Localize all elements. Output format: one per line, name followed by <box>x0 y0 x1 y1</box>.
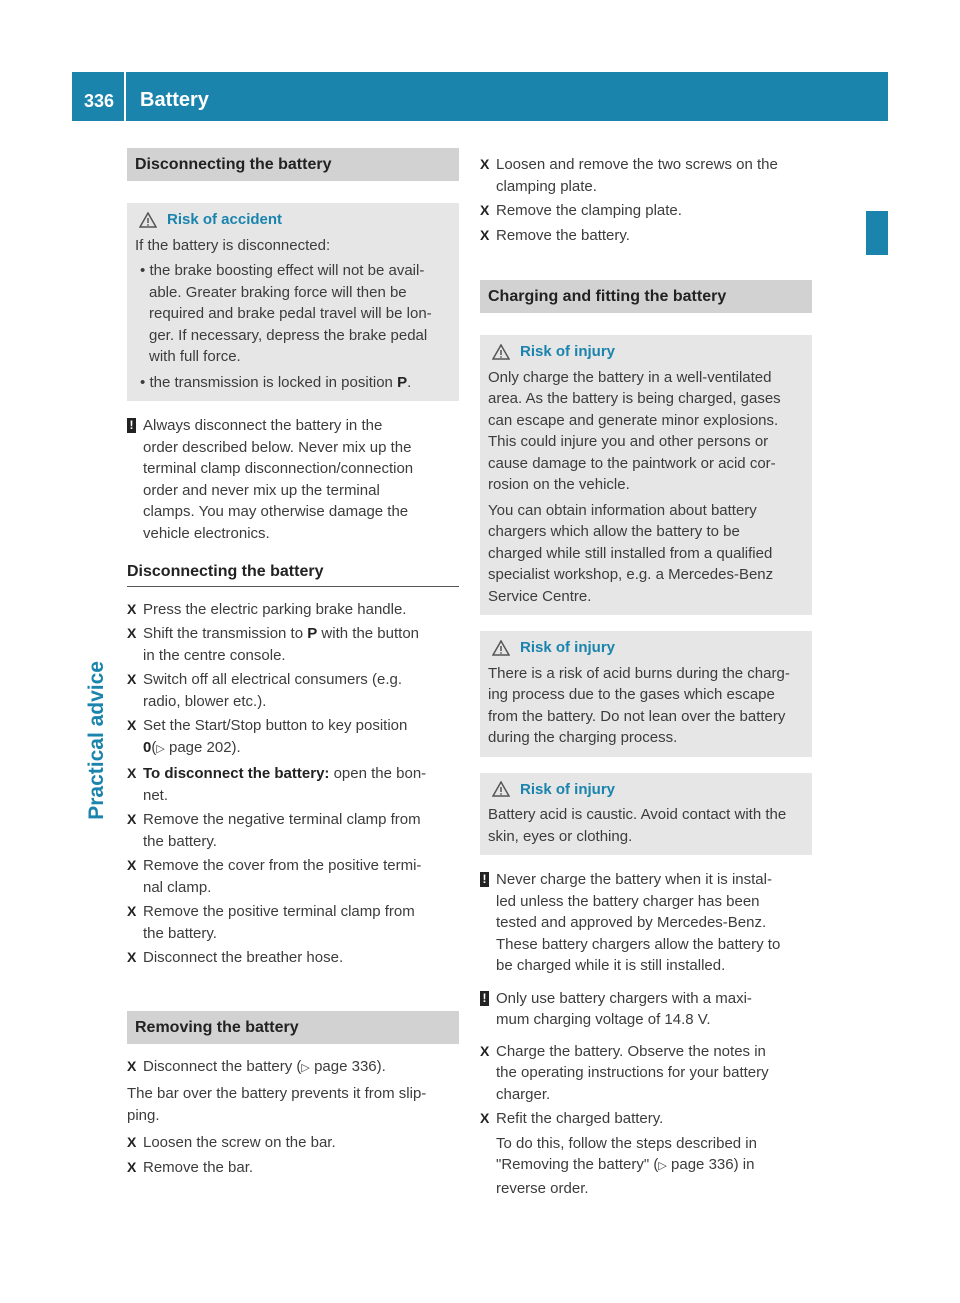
page-reference-link[interactable]: page 336) in <box>671 1156 755 1173</box>
warning-triangle-icon <box>492 640 510 656</box>
left-column <box>127 148 459 1181</box>
warning-box <box>480 335 812 615</box>
warning-bullet: • the brake boosting effect will not be avail- able. Greater braking force will then be required and brake pedal travel will be lon- ger. If necessary, depress the brake pedal with full force. <box>140 262 432 365</box>
section-heading: Charging and fitting the battery <box>480 280 812 313</box>
step-item: X Disconnect the battery (▷ page 336). <box>127 1057 386 1075</box>
page-number: 336 <box>84 91 115 111</box>
step-list <box>480 154 812 246</box>
warning-triangle-icon <box>139 212 157 228</box>
warning-text: There is a risk of acid burns during the charg- ing process due to the gases which escape from the battery. Do not lean over the battery during the charging process. <box>488 664 790 746</box>
step-item: X Charge the battery. Observe the notes in the operating instructions for your battery charger. <box>480 1042 769 1103</box>
step-item: X Remove the clamping plate. <box>480 202 682 219</box>
warning-text: Battery acid is caustic. Avoid contact with the skin, eyes or clothing. <box>488 806 787 845</box>
step-item: X Remove the bar. <box>127 1158 254 1176</box>
caution-note: ! Always disconnect the battery in the order described below. Never mix up the terminal clamp disconnection/connection order and never mix up the terminal clamps. You may otherwise damage the vehicle electronics. <box>127 415 459 544</box>
warning-triangle-icon <box>492 344 510 360</box>
step-item: X Refit the charged battery. <box>480 1110 664 1127</box>
warning-triangle-icon <box>492 781 510 797</box>
step-list <box>127 599 459 969</box>
chapter-title: Battery <box>140 89 209 111</box>
step-item: X Disconnect the breather hose. <box>127 949 344 966</box>
exclamation-icon: ! <box>480 991 489 1006</box>
section-heading: Disconnecting the battery <box>127 148 459 181</box>
exclamation-icon: ! <box>127 418 136 433</box>
page-reference-link[interactable]: page 336). <box>314 1057 386 1075</box>
header-divider <box>124 72 126 121</box>
step-item: X Switch off all electrical consumers (e.g. radio, blower etc.). <box>127 671 402 710</box>
side-tab-marker <box>866 211 888 255</box>
section-heading: Removing the battery <box>127 1011 459 1044</box>
step-item: X Loosen and remove the two screws on the clamping plate. <box>480 156 778 195</box>
step-subtext: To do this, follow the steps described in "Removing the battery" (▷ page 336) in reverse order. <box>496 1134 757 1197</box>
warning-box <box>480 773 812 856</box>
subheading: Disconnecting the battery <box>127 561 459 587</box>
warning-title: Risk of injury <box>488 637 804 659</box>
step-item: X Remove the cover from the positive termi- nal clamp. <box>127 857 422 896</box>
exclamation-icon: ! <box>480 872 489 887</box>
paragraph: The bar over the battery prevents it from slip- ping. <box>127 1085 427 1124</box>
step-list <box>127 1056 459 1179</box>
caution-note: ! Never charge the battery when it is instal- led unless the battery charger has been tested and approved by Mercedes-Benz. These battery chargers allow the battery to be charged while it is still installed. <box>480 869 812 977</box>
step-item: X Press the electric parking brake handle. <box>127 600 407 618</box>
step-list <box>480 1041 812 1200</box>
warning-title: Risk of injury <box>488 341 804 363</box>
right-column <box>480 148 812 1199</box>
side-section-label: Practical advice <box>85 661 108 820</box>
step-item: X Loosen the screw on the bar. <box>127 1134 336 1151</box>
warning-text: You can obtain information about battery chargers which allow the battery to be charged while still installed from a qualified specialist workshop, e.g. a Mercedes-Benz Service Centre. <box>488 501 774 605</box>
step-item: X Remove the battery. <box>480 226 630 244</box>
step-item: X To disconnect the battery: open the bon- net. <box>127 765 427 804</box>
warning-text: Only charge the battery in a well-ventilated area. As the battery is being charged, gases can escape and generate minor explosions. This could injure you and other persons or cause damage to the paintwork or acid cor- rosion on the vehicle. <box>488 368 781 493</box>
warning-box <box>480 631 812 757</box>
caution-note: ! Only use battery chargers with a maxi- mum charging voltage of 14.8 V. <box>480 988 812 1031</box>
warning-title: Risk of injury <box>488 779 804 801</box>
page-reference-link[interactable]: page 202). <box>168 738 241 756</box>
page-ref-icon: ▷ <box>658 1160 667 1172</box>
page-ref-icon: ▷ <box>301 1061 310 1074</box>
warning-bullet: • the transmission is locked in position P. <box>140 373 412 391</box>
warning-box <box>127 203 459 401</box>
step-item: X Shift the transmission to P with the button in the centre console. <box>127 625 419 664</box>
warning-title: Risk of accident <box>135 209 451 231</box>
warning-text: If the battery is disconnected: <box>135 236 331 254</box>
step-item: X Remove the positive terminal clamp from the battery. <box>127 903 415 942</box>
step-item: X Set the Start/Stop button to key position 0(▷ page 202). <box>127 717 408 756</box>
step-item: X Remove the negative terminal clamp from the battery. <box>127 811 421 850</box>
page-ref-icon: ▷ <box>156 742 165 755</box>
